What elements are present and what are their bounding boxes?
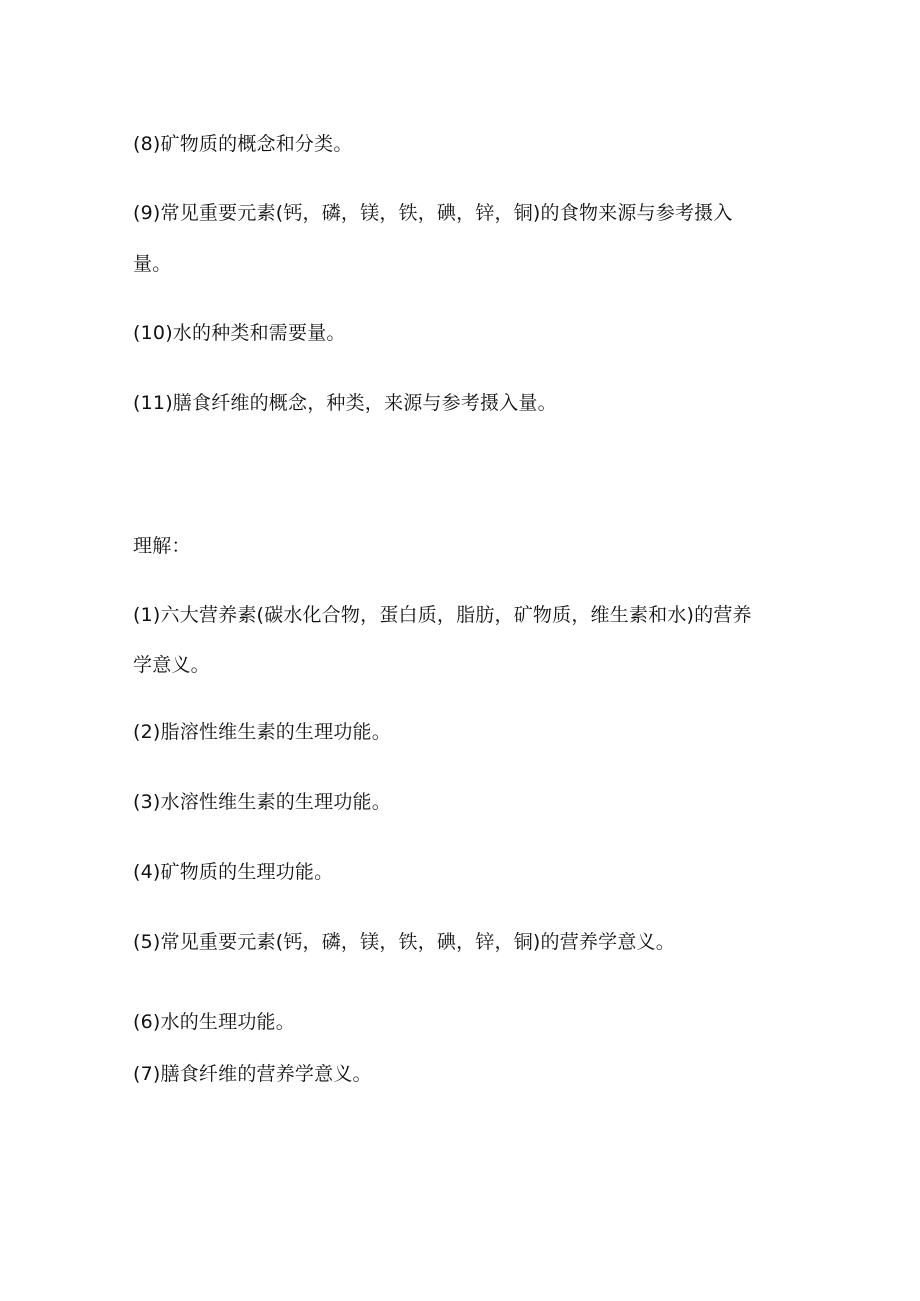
item-3-water-soluble-vitamins: (3)水溶性维生素的生理功能。 — [133, 791, 391, 813]
item-1-six-nutrients-cont: 学意义。 — [133, 654, 210, 676]
item-9-elements-sources: (9)常见重要元素(钙，磷，镁，铁，碘，锌，铜)的食物来源与参考摄入 — [133, 202, 733, 224]
item-9-elements-sources-cont: 量。 — [133, 253, 172, 275]
item-1-six-nutrients: (1)六大营养素(碳水化合物，蛋白质，脂肪，矿物质，维生素和水)的营养 — [133, 604, 752, 626]
item-5-elements-significance: (5)常见重要元素(钙，磷，镁，铁，碘，锌，铜)的营养学意义。 — [133, 931, 675, 953]
item-7-fiber-significance: (7)膳食纤维的营养学意义。 — [133, 1063, 372, 1085]
item-4-minerals-function: (4)矿物质的生理功能。 — [133, 861, 334, 883]
item-2-fat-soluble-vitamins: (2)脂溶性维生素的生理功能。 — [133, 721, 391, 743]
item-10-water-types: (10)水的种类和需要量。 — [133, 322, 346, 344]
section-heading-understanding: 理解： — [133, 535, 191, 557]
item-8-minerals-concept: (8)矿物质的概念和分类。 — [133, 133, 353, 155]
item-11-dietary-fiber: (11)膳食纤维的概念，种类，来源与参考摄入量。 — [133, 392, 557, 414]
item-6-water-function: (6)水的生理功能。 — [133, 1011, 295, 1033]
